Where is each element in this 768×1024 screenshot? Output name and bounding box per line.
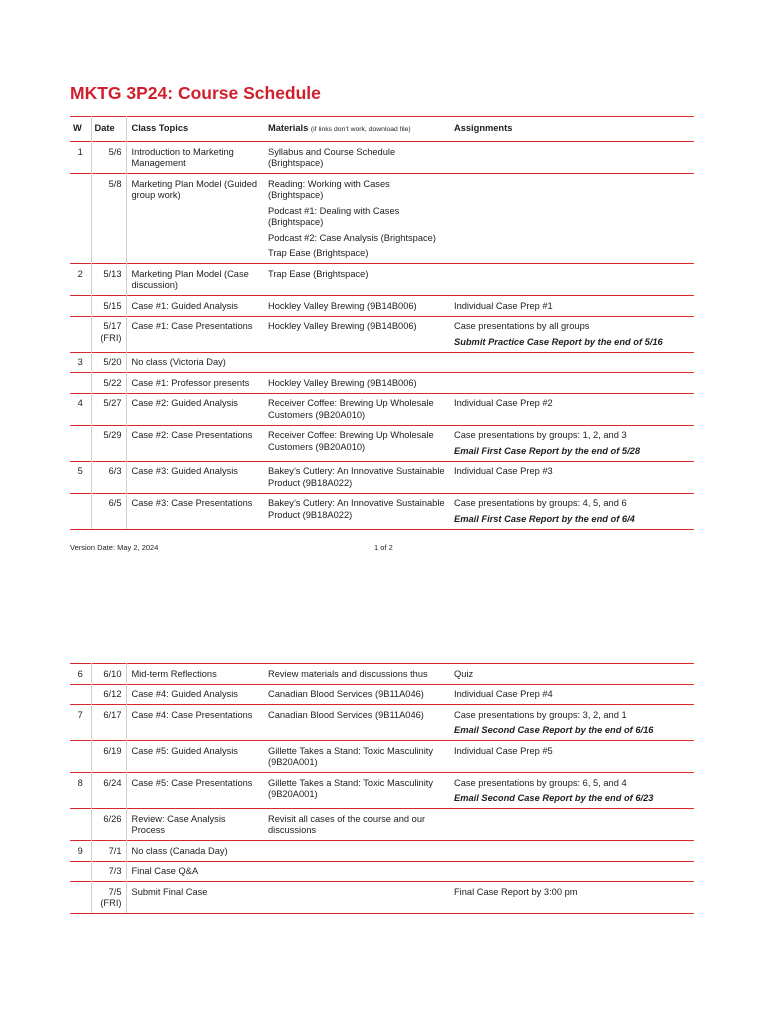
materials-cell <box>264 142 450 174</box>
assignments-cell <box>450 142 694 174</box>
assignments-cell <box>450 393 694 425</box>
materials-cell <box>264 174 450 264</box>
assignments-cell <box>450 882 694 914</box>
materials-cell <box>264 264 450 296</box>
assignment-emphasis: Email First Case Report by the end of 5/28 <box>454 445 640 456</box>
schedule-row <box>70 841 694 862</box>
week-cell: 2 <box>70 264 91 296</box>
materials-cell <box>264 493 450 529</box>
materials-cell <box>264 352 450 373</box>
topic-cell: No class (Canada Day) <box>126 841 264 862</box>
date-cell: 5/15 <box>91 296 126 317</box>
materials-cell <box>264 684 450 705</box>
week-cell: 6 <box>70 664 91 685</box>
schedule-row <box>70 296 694 317</box>
material-item: Review materials and discussions thus <box>268 668 428 679</box>
assignment-emphasis: Email Second Case Report by the end of 6/16 <box>454 725 654 735</box>
assignments-cell <box>450 461 694 493</box>
topic-cell: Review: Case Analysis Process <box>126 809 264 841</box>
schedule-row <box>70 142 694 174</box>
assignments-cell <box>450 373 694 394</box>
topic-cell: Case #2: Guided Analysis <box>126 393 264 425</box>
assignment-item: Quiz <box>454 668 474 679</box>
week-cell: 5 <box>70 461 91 493</box>
header-row <box>70 117 694 142</box>
material-item: Gillette Takes a Stand: Toxic Masculinity (9B20A001) <box>268 745 434 767</box>
assignments-cell <box>450 296 694 317</box>
date-cell: 5/20 <box>91 352 126 373</box>
version-date: Version Date: May 2, 2024 <box>70 543 159 552</box>
date-cell: 6/24 <box>91 773 126 809</box>
material-item: Bakey’s Cutlery: An Innovative Sustainable Product (9B18A022) <box>268 466 445 488</box>
assignments-cell <box>450 425 694 461</box>
materials-note: (if links don’t work, download file) <box>310 126 411 133</box>
week-cell <box>70 493 91 529</box>
assignments-cell <box>450 773 694 809</box>
date-cell: 5/29 <box>91 425 126 461</box>
topic-cell: Introduction to Marketing Management <box>126 142 264 174</box>
header-materials <box>264 117 450 142</box>
material-item: Trap Ease (Brightspace) <box>268 268 369 279</box>
material-item: Canadian Blood Services (9B11A046) <box>268 709 424 720</box>
week-cell: 3 <box>70 352 91 373</box>
header-date: Date <box>91 117 126 142</box>
schedule-row <box>70 882 694 914</box>
material-item: Hockley Valley Brewing (9B14B006) <box>268 377 417 388</box>
date-cell: 7/3 <box>91 861 126 882</box>
assignments-cell <box>450 741 694 773</box>
schedule-row <box>70 393 694 425</box>
material-item: Hockley Valley Brewing (9B14B006) <box>268 300 417 311</box>
date-cell: 5/6 <box>91 142 126 174</box>
schedule-row <box>70 264 694 296</box>
material-item: Hockley Valley Brewing (9B14B006) <box>268 321 417 331</box>
assignment-item: Case presentations by groups: 3, 2, and 1 <box>454 709 627 720</box>
date-cell: 7/1 <box>91 841 126 862</box>
assignments-cell <box>450 316 694 352</box>
week-cell: 7 <box>70 705 91 741</box>
assignments-cell <box>450 684 694 705</box>
schedule-row <box>70 174 694 264</box>
assignment-item: Individual Case Prep #2 <box>454 398 553 408</box>
date-cell: 7/5 (FRI) <box>91 882 126 914</box>
topic-cell: Submit Final Case <box>126 882 264 914</box>
schedule-row <box>70 425 694 461</box>
header-week: W <box>70 117 91 142</box>
assignment-item: Individual Case Prep #4 <box>454 689 553 699</box>
materials-cell <box>264 316 450 352</box>
schedule-row <box>70 861 694 882</box>
materials-cell <box>264 425 450 461</box>
topic-cell: Case #5: Case Presentations <box>126 773 264 809</box>
date-cell: 6/3 <box>91 461 126 493</box>
week-cell <box>70 882 91 914</box>
schedule-row <box>70 684 694 705</box>
topic-cell: Case #3: Case Presentations <box>126 493 264 529</box>
schedule-table-page-1 <box>70 116 694 530</box>
material-item: Reading: Working with Cases (Brightspace) <box>268 178 390 200</box>
schedule-row <box>70 705 694 741</box>
assignment-item: Final Case Report by 3:00 pm <box>454 886 578 897</box>
assignments-cell <box>450 809 694 841</box>
material-item: Receiver Coffee: Brewing Up Wholesale Customers (9B20A010) <box>268 430 434 452</box>
schedule-row <box>70 493 694 529</box>
date-cell: 5/8 <box>91 174 126 264</box>
topic-cell: Case #1: Guided Analysis <box>126 296 264 317</box>
schedule-row <box>70 809 694 841</box>
week-cell <box>70 684 91 705</box>
assignment-item: Case presentations by groups: 4, 5, and 6 <box>454 498 627 508</box>
topic-cell: Case #3: Guided Analysis <box>126 461 264 493</box>
assignments-cell <box>450 264 694 296</box>
materials-cell <box>264 393 450 425</box>
date-cell: 6/5 <box>91 493 126 529</box>
schedule-row <box>70 664 694 685</box>
schedule-row <box>70 773 694 809</box>
topic-cell: Case #2: Case Presentations <box>126 425 264 461</box>
date-cell: 5/22 <box>91 373 126 394</box>
materials-cell <box>264 461 450 493</box>
week-cell: 1 <box>70 142 91 174</box>
materials-cell <box>264 296 450 317</box>
week-cell <box>70 425 91 461</box>
course-title: MKTG 3P24: Course Schedule <box>70 83 321 103</box>
assignment-item: Individual Case Prep #3 <box>454 466 553 476</box>
topic-cell: Case #4: Guided Analysis <box>126 684 264 705</box>
schedule-row <box>70 461 694 493</box>
assignment-item: Individual Case Prep #1 <box>454 300 553 311</box>
assignments-cell <box>450 705 694 741</box>
material-item: Syllabus and Course Schedule (Brightspace) <box>268 146 396 168</box>
schedule-row <box>70 316 694 352</box>
week-cell <box>70 296 91 317</box>
week-cell: 4 <box>70 393 91 425</box>
material-item: Receiver Coffee: Brewing Up Wholesale Customers (9B20A010) <box>268 398 434 420</box>
week-cell <box>70 861 91 882</box>
assignment-emphasis: Email First Case Report by the end of 6/4 <box>454 513 635 524</box>
header-materials-label: Materials <box>268 123 309 133</box>
materials-cell <box>264 741 450 773</box>
topic-cell: Case #1: Case Presentations <box>126 316 264 352</box>
schedule-body-page-1 <box>70 142 694 530</box>
date-cell: 6/12 <box>91 684 126 705</box>
material-item: Bakey’s Cutlery: An Innovative Sustainable Product (9B18A022) <box>268 498 445 520</box>
assignments-cell <box>450 861 694 882</box>
schedule-row <box>70 741 694 773</box>
assignment-emphasis: Email Second Case Report by the end of 6/23 <box>454 793 654 803</box>
schedule-body-page-2 <box>70 664 694 914</box>
material-item: Gillette Takes a Stand: Toxic Masculinity (9B20A001) <box>268 777 434 799</box>
assignments-cell <box>450 352 694 373</box>
week-cell: 8 <box>70 773 91 809</box>
materials-cell <box>264 664 450 685</box>
week-cell <box>70 316 91 352</box>
assignment-emphasis: Submit Practice Case Report by the end of 5/16 <box>454 336 663 347</box>
assignment-item: Case presentations by groups: 6, 5, and 4 <box>454 777 627 788</box>
topic-cell: Case #4: Case Presentations <box>126 705 264 741</box>
week-cell <box>70 741 91 773</box>
topic-cell: Case #1: Professor presents <box>126 373 264 394</box>
assignments-cell <box>450 174 694 264</box>
materials-cell <box>264 809 450 841</box>
date-cell: 6/26 <box>91 809 126 841</box>
date-cell: 6/17 <box>91 705 126 741</box>
materials-cell <box>264 882 450 914</box>
date-cell: 5/13 <box>91 264 126 296</box>
date-cell: 6/19 <box>91 741 126 773</box>
topic-cell: Case #5: Guided Analysis <box>126 741 264 773</box>
schedule-row <box>70 352 694 373</box>
topic-cell: No class (Victoria Day) <box>126 352 264 373</box>
material-item: Trap Ease (Brightspace) <box>268 248 369 258</box>
week-cell <box>70 809 91 841</box>
assignments-cell <box>450 493 694 529</box>
week-cell <box>70 373 91 394</box>
materials-cell <box>264 841 450 862</box>
date-cell: 5/27 <box>91 393 126 425</box>
schedule-row <box>70 373 694 394</box>
date-cell: 6/10 <box>91 664 126 685</box>
header-assignments: Assignments <box>450 117 694 142</box>
topic-cell: Mid-term Reflections <box>126 664 264 685</box>
material-item: Podcast #2: Case Analysis (Brightspace) <box>268 232 436 243</box>
assignment-item: Individual Case Prep #5 <box>454 745 553 756</box>
materials-cell <box>264 705 450 741</box>
week-cell: 9 <box>70 841 91 862</box>
material-item: Canadian Blood Services (9B11A046) <box>268 689 424 699</box>
page-number: 1 of 2 <box>374 543 393 552</box>
materials-cell <box>264 773 450 809</box>
topic-cell: Marketing Plan Model (Case discussion) <box>126 264 264 296</box>
week-cell <box>70 174 91 264</box>
topic-cell: Marketing Plan Model (Guided group work) <box>126 174 264 264</box>
material-item: Podcast #1: Dealing with Cases (Brightspace) <box>268 205 400 227</box>
schedule-table-page-2 <box>70 663 694 914</box>
assignments-cell <box>450 664 694 685</box>
materials-cell <box>264 861 450 882</box>
assignment-item: Case presentations by groups: 1, 2, and 3 <box>454 430 627 440</box>
material-item: Revisit all cases of the course and our discussions <box>268 813 426 835</box>
header-topics: Class Topics <box>126 117 264 142</box>
topic-cell: Final Case Q&A <box>126 861 264 882</box>
assignments-cell <box>450 841 694 862</box>
assignment-item: Case presentations by all groups <box>454 321 590 331</box>
date-cell: 5/17 (FRI) <box>91 316 126 352</box>
materials-cell <box>264 373 450 394</box>
